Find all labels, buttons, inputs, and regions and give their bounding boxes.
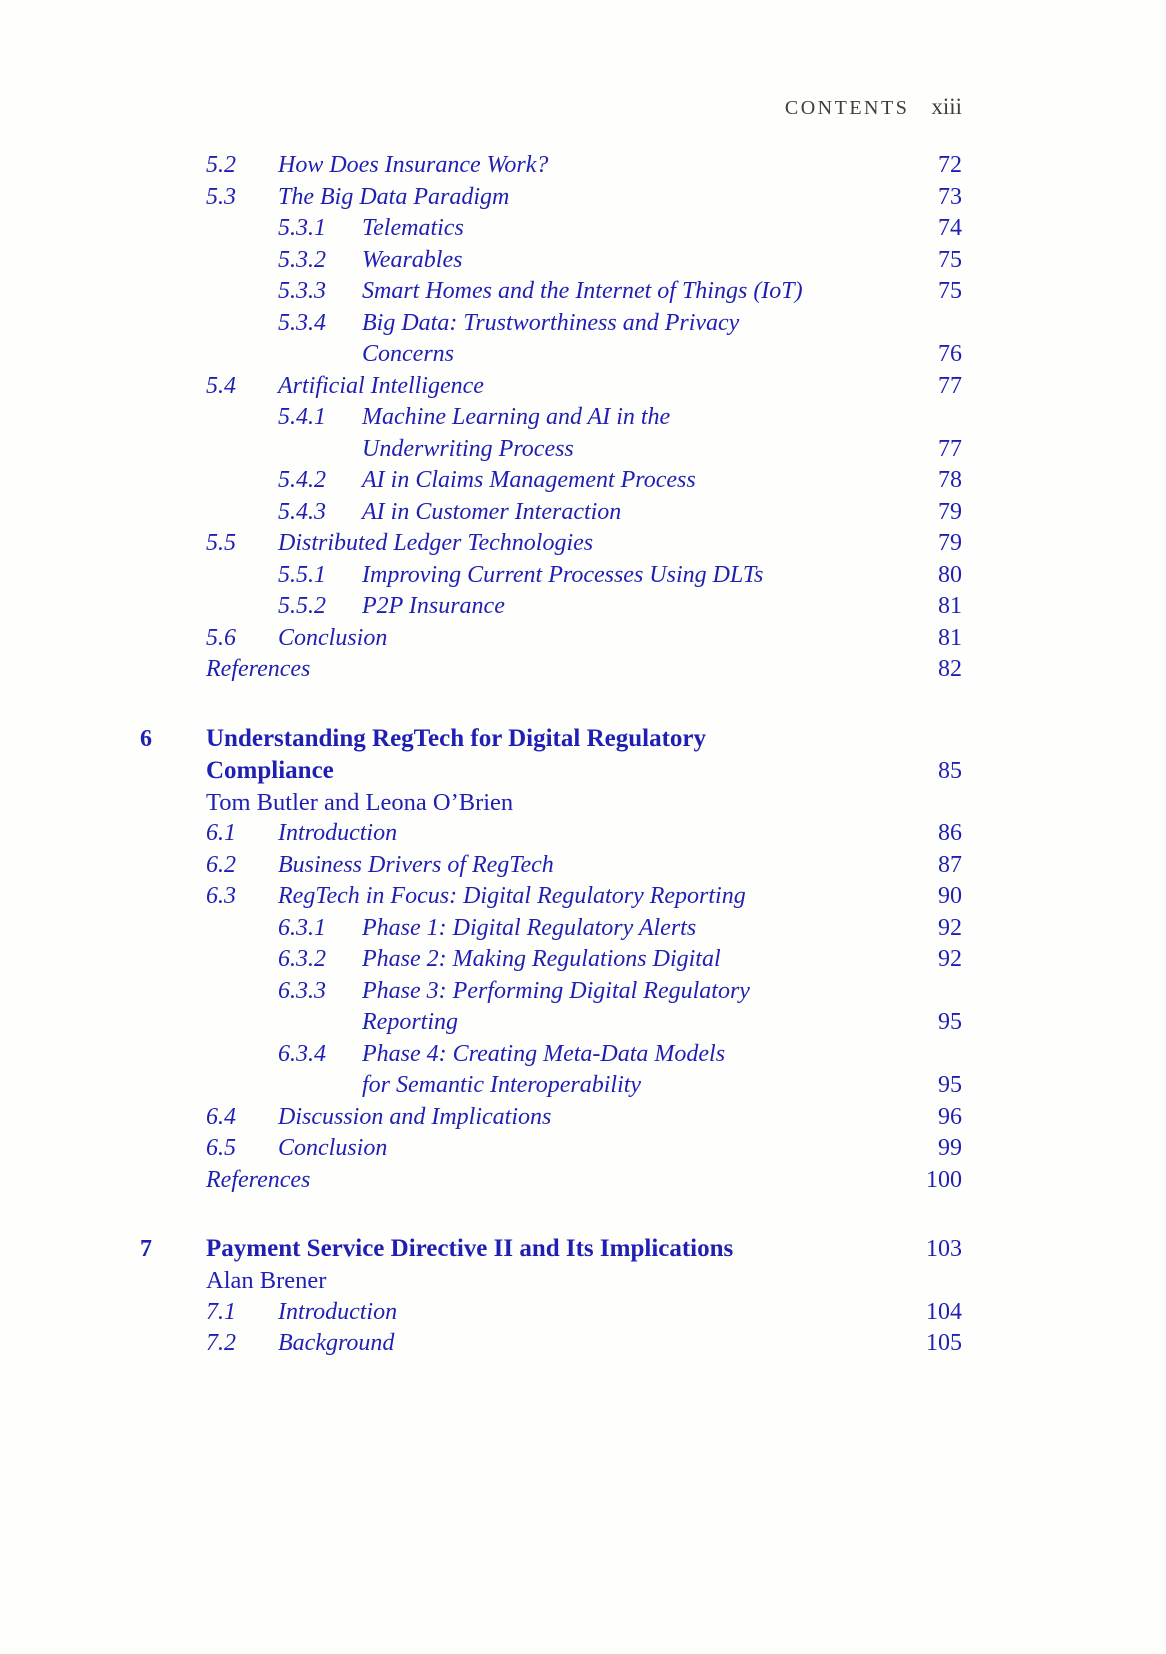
entry-number: 5.6 (206, 624, 236, 651)
toc-entry-row (140, 1328, 962, 1360)
toc-entry-row (140, 1133, 962, 1165)
entry-page-number: 78 (938, 467, 962, 493)
entry-label: Improving Current Processes Using DLTs (362, 561, 764, 588)
entry-number: 5.5.2 (278, 593, 326, 619)
entry-label: Artificial Intelligence (278, 372, 484, 399)
entry-label: Introduction (278, 1298, 398, 1325)
entry-page-number: 75 (938, 278, 962, 304)
toc-entry-row (140, 560, 962, 592)
toc-entry-row (140, 944, 962, 976)
entry-number: 7.1 (206, 1298, 236, 1325)
toc-entry-row (140, 339, 962, 371)
toc-entry-row (140, 1039, 962, 1071)
entry-number: 5.4.2 (278, 467, 326, 493)
toc (140, 150, 962, 1360)
chapter-authors-row (140, 787, 962, 819)
toc-entry-row (140, 976, 962, 1008)
entry-label: References (206, 656, 311, 682)
toc-entry-row (140, 850, 962, 882)
chapter-title-line: Payment Service Directive II and Its Implications (206, 1235, 734, 1262)
entry-number: 5.3.4 (278, 309, 326, 336)
toc-entry-row (140, 591, 962, 623)
entry-page-number: 75 (938, 246, 962, 273)
toc-entry-row (140, 818, 962, 850)
toc-entry-row (140, 371, 962, 403)
entry-number: 5.4.3 (278, 498, 326, 525)
entry-label: Conclusion (278, 624, 388, 651)
entry-page-number: 72 (938, 152, 962, 178)
entry-number: 6.1 (206, 820, 236, 846)
chapter-authors: Alan Brener (206, 1267, 327, 1294)
entry-label: P2P Insurance (362, 593, 505, 619)
chapter-number: 6 (140, 725, 152, 752)
chapter-block (140, 1233, 962, 1360)
entry-number: 5.5 (206, 530, 236, 556)
entry-number: 5.3.2 (278, 246, 326, 273)
entry-page-number: 73 (938, 183, 962, 210)
entry-page-number: 79 (938, 530, 962, 556)
entry-label: References (206, 1166, 311, 1193)
toc-entry-row (140, 402, 962, 434)
chapter-title-line: Understanding RegTech for Digital Regulatory (206, 724, 706, 752)
entry-label: Phase 3: Performing Digital Regulatory (362, 977, 750, 1004)
entry-number: 6.3.1 (278, 914, 326, 941)
entry-page-number: 74 (938, 215, 962, 241)
entry-label: Phase 4: Creating Meta-Data Models (362, 1040, 726, 1067)
contents-running-head: CONTENTS (784, 97, 910, 119)
entry-page-number: 86 (938, 820, 962, 846)
entry-label: Phase 1: Digital Regulatory Alerts (362, 914, 697, 941)
entry-label: How Does Insurance Work? (278, 152, 549, 178)
toc-entry-row (140, 1297, 962, 1329)
entry-page-number: 79 (938, 498, 962, 525)
entry-page-number: 105 (926, 1330, 962, 1356)
entry-label: Conclusion (278, 1135, 388, 1161)
toc-entry-row (140, 150, 962, 182)
entry-page-number: 81 (938, 593, 962, 619)
entry-label: Concerns (362, 341, 454, 367)
entry-label: AI in Customer Interaction (362, 498, 622, 525)
toc-entry-row (140, 245, 962, 277)
entry-label: Telematics (362, 215, 464, 241)
chapter-page-number: 85 (938, 757, 962, 784)
toc-entry-row (140, 528, 962, 560)
entry-number: 5.2 (206, 152, 236, 178)
entry-number: 6.3 (206, 883, 236, 909)
entry-page-number: 92 (938, 914, 962, 941)
entry-page-number: 76 (938, 341, 962, 367)
chapter-title-row (140, 723, 962, 755)
entry-label: Discussion and Implications (278, 1103, 552, 1130)
entry-label: RegTech in Focus: Digital Regulatory Reporting (278, 883, 746, 909)
entry-page-number: 96 (938, 1103, 962, 1130)
entry-number: 5.4.1 (278, 404, 326, 430)
toc-entry-row (140, 1007, 962, 1039)
entry-number: 5.3.3 (278, 278, 326, 304)
entry-page-number: 80 (938, 561, 962, 588)
chapter-block (140, 723, 962, 1197)
entry-label: Reporting (362, 1009, 458, 1035)
toc-entry-row (140, 1102, 962, 1134)
toc-entry-row (140, 623, 962, 655)
toc-entry-row (140, 276, 962, 308)
toc-entry-row (140, 434, 962, 466)
entry-page-number: 100 (926, 1166, 962, 1193)
toc-entry-row (140, 308, 962, 340)
toc-entry-row (140, 497, 962, 529)
entry-label: Business Drivers of RegTech (278, 851, 554, 878)
chapter-number: 7 (140, 1236, 152, 1262)
entry-number: 6.3.4 (278, 1040, 326, 1067)
entry-label: Distributed Ledger Technologies (278, 530, 594, 556)
entry-label: Underwriting Process (362, 435, 574, 462)
chapter-authors-row (140, 1265, 962, 1297)
references-row (140, 1165, 962, 1197)
entry-number: 6.2 (206, 851, 236, 878)
entries-block (140, 150, 962, 686)
entry-number: 6.5 (206, 1135, 236, 1161)
entry-page-number: 81 (938, 624, 962, 651)
toc-entry-row (140, 213, 962, 245)
toc-entry-row (140, 1070, 962, 1102)
page-header (785, 94, 962, 120)
entry-page-number: 92 (938, 946, 962, 972)
toc-entry-row (140, 182, 962, 214)
chapter-page-number: 103 (926, 1236, 962, 1262)
entry-label: Smart Homes and the Internet of Things (IoT) (362, 278, 803, 304)
page-number-roman: xiii (931, 94, 962, 119)
entry-number: 5.5.1 (278, 561, 326, 588)
entry-page-number: 87 (938, 851, 962, 878)
entry-label: Phase 2: Making Regulations Digital (362, 946, 721, 972)
entry-page-number: 104 (926, 1298, 962, 1325)
entry-label: AI in Claims Management Process (362, 467, 696, 493)
entry-number: 6.3.2 (278, 946, 326, 972)
entry-label: The Big Data Paradigm (278, 183, 510, 210)
entry-label: Big Data: Trustworthiness and Privacy (362, 309, 740, 336)
toc-entry-row (140, 465, 962, 497)
entry-page-number: 77 (938, 435, 962, 462)
chapter-authors: Tom Butler and Leona O’Brien (206, 788, 514, 816)
entry-page-number: 95 (938, 1009, 962, 1035)
toc-entry-row (140, 881, 962, 913)
entry-label: Machine Learning and AI in the (362, 404, 671, 430)
entry-page-number: 82 (938, 656, 962, 682)
entry-page-number: 77 (938, 372, 962, 399)
toc-entry-row (140, 913, 962, 945)
entry-label: Wearables (362, 246, 463, 273)
entry-label: for Semantic Interoperability (362, 1072, 642, 1098)
chapter-title-row (140, 1233, 962, 1265)
entry-label: Background (278, 1330, 395, 1356)
entry-page-number: 95 (938, 1072, 962, 1098)
entry-number: 5.3 (206, 183, 236, 210)
references-row (140, 654, 962, 686)
chapter-title-row (140, 755, 962, 787)
entry-number: 6.4 (206, 1103, 236, 1130)
entry-number: 5.4 (206, 372, 236, 399)
chapter-title-line: Compliance (206, 756, 334, 784)
entry-label: Introduction (278, 820, 398, 846)
entry-page-number: 99 (938, 1135, 962, 1161)
entry-number: 5.3.1 (278, 215, 326, 241)
entry-number: 6.3.3 (278, 977, 326, 1004)
entry-page-number: 90 (938, 883, 962, 909)
entry-number: 7.2 (206, 1330, 236, 1356)
